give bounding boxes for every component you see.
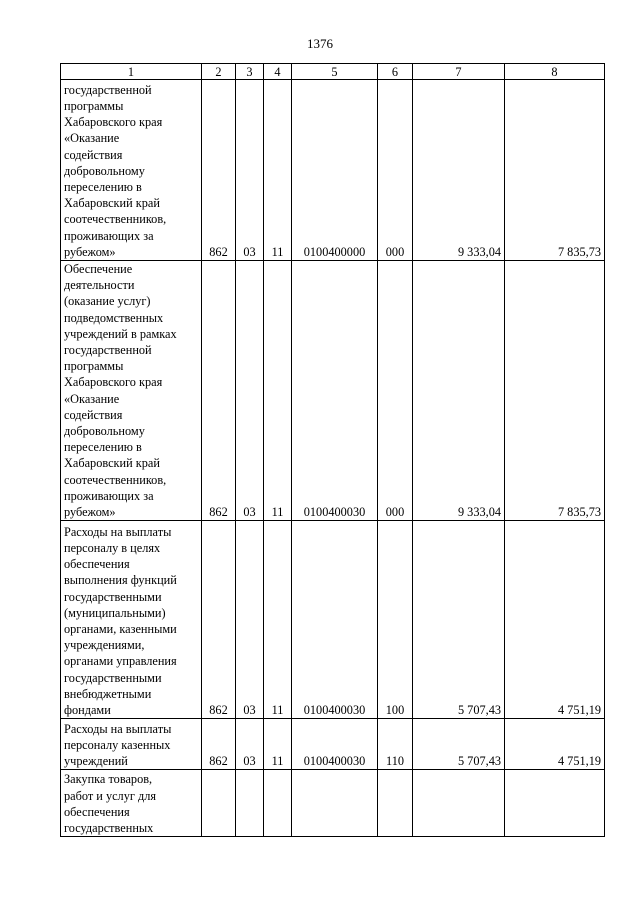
section-code: 03: [236, 80, 264, 261]
description-line: государственных: [64, 821, 154, 836]
section-code: 03: [236, 261, 264, 521]
amount-planned: 9 333,04: [413, 80, 505, 261]
description-line: Хабаровского края: [64, 115, 163, 130]
description-line: выполнения функций: [64, 573, 177, 588]
column-header: 3: [236, 64, 264, 80]
row-description: [61, 770, 202, 837]
chapter-code: 862: [202, 80, 236, 261]
target-article-code: 0100400030: [292, 521, 378, 719]
description-line: работ и услуг для: [64, 788, 157, 803]
description-line: Хабаровского края: [64, 375, 163, 390]
row-description: [61, 719, 202, 770]
description-line: государственными: [64, 670, 162, 685]
subsection-code: 11: [264, 719, 292, 770]
section-code: 03: [236, 521, 264, 719]
amount-executed: 7 835,73: [505, 80, 605, 261]
description-line: проживающих за: [64, 488, 154, 503]
description-line: проживающих за: [64, 228, 154, 243]
description-line: «Оказание: [64, 131, 120, 146]
description-line: добровольному: [64, 163, 145, 178]
description-line: программы: [64, 359, 124, 374]
description-line: подведомственных: [64, 310, 164, 325]
row-description: [61, 261, 202, 521]
budget-table: [60, 63, 605, 837]
subsection-code: 11: [264, 261, 292, 521]
description-line: персоналу казенных: [64, 737, 171, 752]
table-header-row: [61, 64, 605, 80]
amount-planned: [413, 770, 505, 837]
description-line: Расходы на выплаты: [64, 721, 172, 736]
description-line: (муниципальными): [64, 605, 166, 620]
table-row: [61, 719, 605, 770]
description-line: Обеспечение: [64, 262, 133, 276]
expense-type-code: 110: [378, 719, 413, 770]
subsection-code: 11: [264, 521, 292, 719]
target-article-code: 0100400030: [292, 719, 378, 770]
description-line: Расходы на выплаты: [64, 524, 172, 539]
column-header: 2: [202, 64, 236, 80]
amount-planned: 5 707,43: [413, 521, 505, 719]
description-line: обеспечения: [64, 804, 130, 819]
description-line: государственной: [64, 82, 152, 97]
table-body: [61, 80, 605, 837]
column-header: 1: [61, 64, 202, 80]
description-line: государственными: [64, 589, 162, 604]
amount-executed: 4 751,19: [505, 719, 605, 770]
chapter-code: 862: [202, 521, 236, 719]
description-line: деятельности: [64, 278, 135, 293]
expense-type-code: 000: [378, 261, 413, 521]
description-line: рубежом»: [64, 244, 116, 259]
description-line: (оказание услуг): [64, 294, 151, 309]
description-line: учреждениями,: [64, 638, 145, 653]
description-line: органами, казенными: [64, 622, 177, 637]
expense-type-code: 000: [378, 80, 413, 261]
description-line: содействия: [64, 147, 123, 162]
section-code: 03: [236, 719, 264, 770]
description-line: Хабаровский край: [64, 456, 160, 471]
table-row: [61, 770, 605, 837]
target-article-code: 0100400000: [292, 80, 378, 261]
amount-executed: 7 835,73: [505, 261, 605, 521]
amount-executed: [505, 770, 605, 837]
column-header: 5: [292, 64, 378, 80]
table-row: [61, 521, 605, 719]
table-row: [61, 80, 605, 261]
description-line: персоналу в целях: [64, 541, 161, 556]
subsection-code: [264, 770, 292, 837]
description-line: содействия: [64, 407, 123, 422]
description-line: переселению в: [64, 440, 142, 455]
description-line: переселению в: [64, 179, 142, 194]
column-header: 4: [264, 64, 292, 80]
chapter-code: 862: [202, 719, 236, 770]
description-line: добровольному: [64, 424, 145, 439]
description-line: обеспечения: [64, 557, 130, 572]
subsection-code: 11: [264, 80, 292, 261]
description-line: внебюджетными: [64, 686, 152, 701]
description-line: Хабаровский край: [64, 196, 160, 211]
row-description: [61, 80, 202, 261]
description-line: рубежом»: [64, 505, 116, 520]
description-line: фондами: [64, 703, 111, 718]
row-description: [61, 521, 202, 719]
target-article-code: 0100400030: [292, 261, 378, 521]
amount-executed: 4 751,19: [505, 521, 605, 719]
description-line: программы: [64, 98, 124, 113]
description-line: соотечественников,: [64, 212, 167, 227]
expense-type-code: 100: [378, 521, 413, 719]
page-number: 1376: [307, 36, 333, 51]
amount-planned: 9 333,04: [413, 261, 505, 521]
expense-type-code: [378, 770, 413, 837]
section-code: [236, 770, 264, 837]
column-header: 6: [378, 64, 413, 80]
description-line: соотечественников,: [64, 472, 167, 487]
chapter-code: 862: [202, 261, 236, 521]
column-header: 7: [413, 64, 505, 80]
column-header: 8: [505, 64, 605, 80]
amount-planned: 5 707,43: [413, 719, 505, 770]
description-line: органами управления: [64, 654, 177, 669]
description-line: учреждений: [64, 754, 128, 769]
description-line: «Оказание: [64, 391, 120, 406]
table-row: [61, 261, 605, 521]
description-line: государственной: [64, 343, 152, 358]
chapter-code: [202, 770, 236, 837]
target-article-code: [292, 770, 378, 837]
description-line: Закупка товаров,: [64, 772, 153, 787]
description-line: учреждений в рамках: [64, 326, 177, 341]
